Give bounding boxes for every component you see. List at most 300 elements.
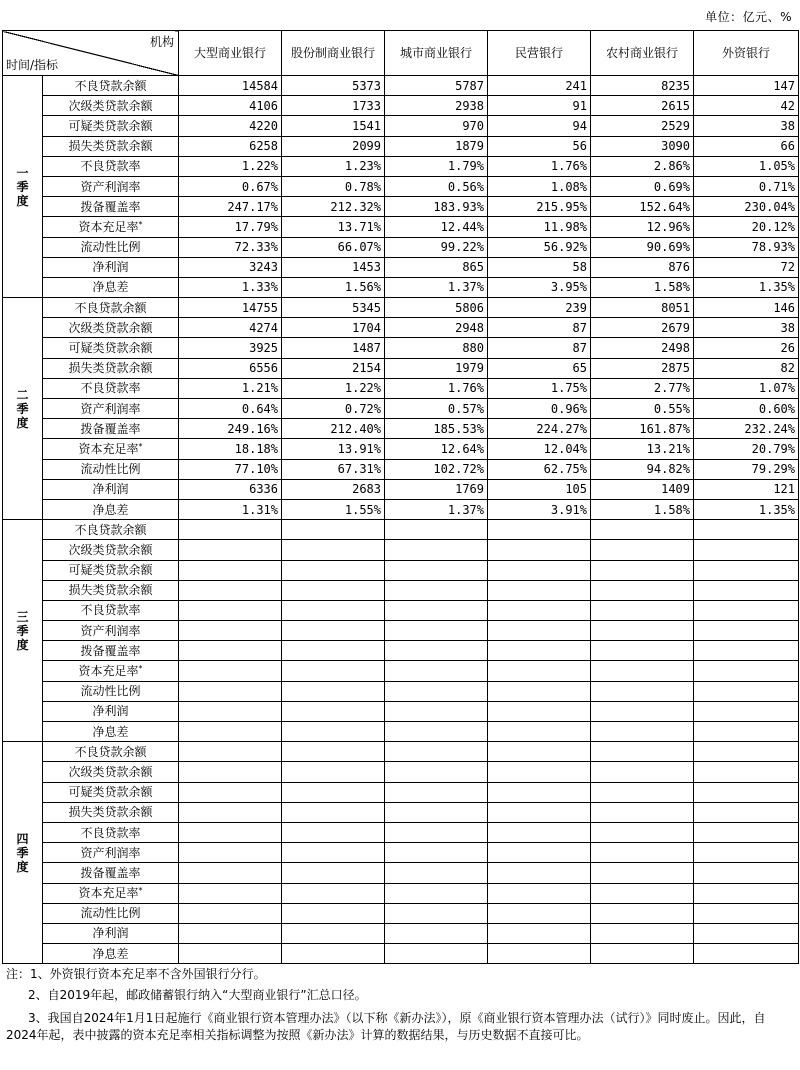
- data-cell: [694, 722, 799, 742]
- data-cell: [282, 540, 385, 560]
- column-header: 外资银行: [694, 31, 799, 76]
- table-row: [3, 399, 799, 419]
- data-cell: [385, 742, 488, 762]
- data-cell: [694, 641, 799, 661]
- indicator-label-text: 资本充足率: [78, 441, 139, 456]
- data-cell: 102.72%: [385, 459, 488, 479]
- indicator-label: [43, 782, 179, 802]
- indicator-label: [43, 338, 179, 358]
- data-cell: 66.07%: [282, 237, 385, 257]
- indicator-label-text: 净利润: [92, 704, 129, 719]
- data-cell: [591, 560, 694, 580]
- indicator-label: [43, 459, 179, 479]
- data-cell: 38: [694, 318, 799, 338]
- footnote-marker: *: [138, 664, 143, 674]
- data-cell: [488, 944, 591, 964]
- indicator-label-text: 损失类贷款余额: [68, 805, 153, 820]
- data-cell: [694, 923, 799, 943]
- data-cell: 1.56%: [282, 277, 385, 297]
- data-cell: [282, 580, 385, 600]
- data-cell: [385, 701, 488, 721]
- data-cell: 121: [694, 479, 799, 499]
- indicator-label: [43, 277, 179, 297]
- table-row: [3, 641, 799, 661]
- data-cell: [694, 580, 799, 600]
- data-cell: 12.44%: [385, 217, 488, 237]
- data-cell: [282, 681, 385, 701]
- data-cell: [385, 923, 488, 943]
- data-cell: 1.35%: [694, 277, 799, 297]
- indicator-label-text: 拨备覆盖率: [80, 199, 141, 214]
- footnote-marker: *: [138, 886, 143, 896]
- data-cell: [385, 722, 488, 742]
- data-cell: [591, 540, 694, 560]
- table-row: [3, 338, 799, 358]
- indicator-label: [43, 257, 179, 277]
- data-cell: [591, 621, 694, 641]
- indicator-label-text: 资本充足率: [78, 664, 139, 679]
- data-cell: [179, 580, 282, 600]
- indicator-label-text: 次级类贷款余额: [68, 98, 153, 113]
- data-cell: 3090: [591, 136, 694, 156]
- data-cell: 1733: [282, 96, 385, 116]
- data-cell: [179, 560, 282, 580]
- data-cell: 185.53%: [385, 419, 488, 439]
- data-cell: 2154: [282, 358, 385, 378]
- data-cell: 1487: [282, 338, 385, 358]
- data-cell: [488, 540, 591, 560]
- quarter-label-text: 三 季 度: [16, 609, 29, 652]
- data-cell: [179, 782, 282, 802]
- data-cell: 12.64%: [385, 439, 488, 459]
- indicator-label-text: 资产利润率: [80, 623, 141, 638]
- indicator-label: [43, 318, 179, 338]
- data-cell: [179, 540, 282, 560]
- data-cell: 6556: [179, 358, 282, 378]
- data-cell: 0.71%: [694, 176, 799, 196]
- data-cell: [179, 701, 282, 721]
- data-cell: 94: [488, 116, 591, 136]
- data-cell: [385, 600, 488, 620]
- data-cell: 1.22%: [179, 156, 282, 176]
- indicator-label-text: 资产利润率: [80, 401, 141, 416]
- data-cell: 4220: [179, 116, 282, 136]
- quarter-label: [3, 520, 43, 742]
- data-cell: [282, 863, 385, 883]
- data-cell: 239: [488, 298, 591, 318]
- table-row: [3, 580, 799, 600]
- data-cell: [179, 903, 282, 923]
- data-cell: [179, 923, 282, 943]
- data-cell: [282, 782, 385, 802]
- indicator-label-text: 净息差: [92, 280, 129, 295]
- data-cell: [282, 701, 385, 721]
- data-cell: [488, 782, 591, 802]
- data-cell: [179, 520, 282, 540]
- data-cell: [179, 944, 282, 964]
- data-cell: [385, 641, 488, 661]
- table-row: [3, 701, 799, 721]
- data-cell: 2529: [591, 116, 694, 136]
- data-cell: 56: [488, 136, 591, 156]
- table-row: [3, 600, 799, 620]
- indicator-label: [43, 358, 179, 378]
- data-cell: [488, 621, 591, 641]
- data-cell: 0.57%: [385, 399, 488, 419]
- data-cell: [591, 782, 694, 802]
- data-cell: [385, 762, 488, 782]
- data-cell: [385, 903, 488, 923]
- data-cell: 1.31%: [179, 499, 282, 519]
- indicator-label-text: 净利润: [92, 482, 129, 497]
- data-cell: 1.79%: [385, 156, 488, 176]
- data-cell: 1.76%: [385, 378, 488, 398]
- unit-label: 单位：亿元、%: [705, 10, 792, 24]
- data-cell: 876: [591, 257, 694, 277]
- data-cell: [694, 843, 799, 863]
- data-cell: [591, 742, 694, 762]
- table-row: [3, 923, 799, 943]
- indicator-label: [43, 621, 179, 641]
- data-cell: [591, 701, 694, 721]
- data-cell: 2938: [385, 96, 488, 116]
- data-cell: [282, 762, 385, 782]
- data-cell: [179, 883, 282, 903]
- data-cell: 1.05%: [694, 156, 799, 176]
- table-row: [3, 197, 799, 217]
- data-cell: 66: [694, 136, 799, 156]
- indicator-label: [43, 76, 179, 96]
- data-cell: 0.78%: [282, 176, 385, 196]
- table-row: [3, 560, 799, 580]
- data-cell: 1541: [282, 116, 385, 136]
- data-cell: [694, 600, 799, 620]
- data-cell: 1409: [591, 479, 694, 499]
- data-cell: 56.92%: [488, 237, 591, 257]
- column-header: 城市商业银行: [385, 31, 488, 76]
- data-cell: 72: [694, 257, 799, 277]
- data-cell: [488, 903, 591, 923]
- data-cell: 3.95%: [488, 277, 591, 297]
- data-cell: [179, 600, 282, 620]
- indicator-label: [43, 499, 179, 519]
- indicator-label: [43, 96, 179, 116]
- data-cell: [591, 843, 694, 863]
- data-cell: [179, 641, 282, 661]
- table-row: [3, 298, 799, 318]
- table-row: [3, 96, 799, 116]
- header-row: [3, 31, 799, 76]
- data-cell: 12.04%: [488, 439, 591, 459]
- data-cell: 1.07%: [694, 378, 799, 398]
- data-cell: 0.72%: [282, 399, 385, 419]
- indicator-label: [43, 116, 179, 136]
- data-cell: [282, 621, 385, 641]
- indicator-label-text: 不良贷款余额: [74, 300, 147, 315]
- table-row: [3, 742, 799, 762]
- data-cell: 2498: [591, 338, 694, 358]
- data-cell: [694, 802, 799, 822]
- data-cell: [488, 641, 591, 661]
- indicator-label-text: 净息差: [92, 946, 129, 961]
- data-cell: 1.55%: [282, 499, 385, 519]
- data-cell: 1769: [385, 479, 488, 499]
- indicator-label: [43, 883, 179, 903]
- table-row: [3, 883, 799, 903]
- data-cell: 6336: [179, 479, 282, 499]
- table-row: [3, 661, 799, 681]
- data-cell: [488, 822, 591, 842]
- note-3: 3、我国自2024年1月1日起施行《商业银行资本管理办法》（以下称《新办法》），原《商业银行资本管理办法（试行）》同时废止。因此，自2024年起，表中披露的资本充足率相关指标调整为按照《新办法》计算的数据结果，与历史数据不直接可比。: [6, 1011, 766, 1042]
- data-cell: [694, 701, 799, 721]
- data-cell: [385, 822, 488, 842]
- data-cell: [694, 681, 799, 701]
- data-cell: [385, 843, 488, 863]
- indicator-label: [43, 479, 179, 499]
- data-cell: 2679: [591, 318, 694, 338]
- indicator-label: [43, 701, 179, 721]
- indicator-label-text: 净息差: [92, 502, 129, 517]
- data-cell: 2683: [282, 479, 385, 499]
- data-cell: 147: [694, 76, 799, 96]
- data-cell: [488, 580, 591, 600]
- indicator-label-text: 次级类贷款余额: [68, 542, 153, 557]
- data-cell: 212.32%: [282, 197, 385, 217]
- table-row: [3, 843, 799, 863]
- data-cell: [591, 923, 694, 943]
- table-row: [3, 176, 799, 196]
- indicator-label-text: 资产利润率: [80, 845, 141, 860]
- indicator-label: [43, 540, 179, 560]
- data-cell: 1879: [385, 136, 488, 156]
- data-cell: [488, 923, 591, 943]
- data-cell: [282, 520, 385, 540]
- data-cell: 65: [488, 358, 591, 378]
- data-cell: 1.08%: [488, 176, 591, 196]
- data-cell: 90.69%: [591, 237, 694, 257]
- table-row: [3, 520, 799, 540]
- data-cell: [282, 883, 385, 903]
- data-cell: [694, 822, 799, 842]
- indicator-label: [43, 681, 179, 701]
- data-cell: 865: [385, 257, 488, 277]
- table-row: [3, 822, 799, 842]
- table-row: [3, 277, 799, 297]
- table-row: [3, 944, 799, 964]
- data-cell: 880: [385, 338, 488, 358]
- data-cell: [591, 641, 694, 661]
- indicator-label: [43, 136, 179, 156]
- indicator-label: [43, 419, 179, 439]
- data-cell: [179, 621, 282, 641]
- table-row: [3, 217, 799, 237]
- indicator-label: [43, 237, 179, 257]
- data-cell: 215.95%: [488, 197, 591, 217]
- data-cell: 3925: [179, 338, 282, 358]
- data-cell: [591, 722, 694, 742]
- table-row: [3, 116, 799, 136]
- indicator-label-text: 不良贷款余额: [74, 78, 147, 93]
- data-cell: 249.16%: [179, 419, 282, 439]
- indicator-label: [43, 600, 179, 620]
- data-cell: [282, 722, 385, 742]
- data-cell: 2948: [385, 318, 488, 338]
- data-cell: 1.35%: [694, 499, 799, 519]
- data-cell: [694, 903, 799, 923]
- data-cell: [282, 822, 385, 842]
- quarter-label: [3, 298, 43, 520]
- data-cell: [179, 843, 282, 863]
- data-cell: [488, 883, 591, 903]
- data-cell: 4274: [179, 318, 282, 338]
- data-cell: 8051: [591, 298, 694, 318]
- indicator-label-text: 流动性比例: [80, 684, 141, 699]
- table-row: [3, 136, 799, 156]
- indicator-label-text: 净利润: [92, 926, 129, 941]
- indicator-label-text: 不良贷款率: [80, 159, 141, 174]
- indicator-label-text: 净息差: [92, 724, 129, 739]
- table-row: [3, 378, 799, 398]
- data-cell: [694, 520, 799, 540]
- data-cell: [179, 822, 282, 842]
- column-header: 股份制商业银行: [282, 31, 385, 76]
- data-cell: [179, 762, 282, 782]
- data-cell: [591, 863, 694, 883]
- data-cell: 2.77%: [591, 378, 694, 398]
- data-cell: [385, 661, 488, 681]
- data-cell: 0.55%: [591, 399, 694, 419]
- data-cell: [385, 681, 488, 701]
- data-cell: [488, 722, 591, 742]
- table-row: [3, 439, 799, 459]
- data-cell: 224.27%: [488, 419, 591, 439]
- table-row: [3, 237, 799, 257]
- data-cell: 13.21%: [591, 439, 694, 459]
- data-cell: [694, 621, 799, 641]
- data-cell: [179, 742, 282, 762]
- corner-header-cell: [3, 31, 179, 76]
- data-cell: [385, 782, 488, 802]
- indicator-label-text: 净利润: [92, 260, 129, 275]
- data-cell: 6258: [179, 136, 282, 156]
- table-row: [3, 782, 799, 802]
- data-cell: 82: [694, 358, 799, 378]
- data-cell: [591, 944, 694, 964]
- quarter-label-text: 二 季 度: [16, 387, 29, 430]
- data-cell: 247.17%: [179, 197, 282, 217]
- data-cell: 0.56%: [385, 176, 488, 196]
- indicator-label: [43, 944, 179, 964]
- data-cell: 3243: [179, 257, 282, 277]
- data-cell: 105: [488, 479, 591, 499]
- data-cell: 161.87%: [591, 419, 694, 439]
- data-cell: [282, 661, 385, 681]
- data-cell: [282, 843, 385, 863]
- data-cell: [694, 863, 799, 883]
- data-cell: [591, 762, 694, 782]
- indicator-label-text: 不良贷款余额: [74, 744, 147, 759]
- footnotes: [6, 966, 794, 1044]
- data-cell: 58: [488, 257, 591, 277]
- data-cell: [488, 701, 591, 721]
- data-cell: 152.64%: [591, 197, 694, 217]
- data-cell: [694, 782, 799, 802]
- indicator-label-text: 不良贷款率: [80, 825, 141, 840]
- data-cell: [385, 540, 488, 560]
- data-cell: 1453: [282, 257, 385, 277]
- indicator-label-text: 次级类贷款余额: [68, 764, 153, 779]
- indicator-label: [43, 399, 179, 419]
- data-cell: 14584: [179, 76, 282, 96]
- data-cell: 1704: [282, 318, 385, 338]
- indicator-label-text: 损失类贷款余额: [68, 583, 153, 598]
- indicator-label-text: 流动性比例: [80, 462, 141, 477]
- indicator-label: [43, 217, 179, 237]
- table-row: [3, 540, 799, 560]
- indicator-label: [43, 439, 179, 459]
- data-cell: 1.58%: [591, 277, 694, 297]
- indicator-label: [43, 822, 179, 842]
- data-cell: 26: [694, 338, 799, 358]
- data-cell: [385, 560, 488, 580]
- data-cell: [488, 661, 591, 681]
- data-cell: 2099: [282, 136, 385, 156]
- data-cell: [591, 600, 694, 620]
- data-cell: 1.37%: [385, 499, 488, 519]
- data-cell: 4106: [179, 96, 282, 116]
- data-cell: [385, 580, 488, 600]
- quarter-label: [3, 742, 43, 964]
- indicator-label: [43, 802, 179, 822]
- table-row: [3, 419, 799, 439]
- data-cell: 1.21%: [179, 378, 282, 398]
- data-cell: 1.33%: [179, 277, 282, 297]
- data-cell: [488, 802, 591, 822]
- table-row: [3, 76, 799, 96]
- data-cell: 2.86%: [591, 156, 694, 176]
- data-cell: [385, 520, 488, 540]
- data-cell: 5806: [385, 298, 488, 318]
- table-row: [3, 318, 799, 338]
- indicator-label: [43, 863, 179, 883]
- data-cell: [694, 742, 799, 762]
- data-cell: [694, 540, 799, 560]
- indicator-label: [43, 641, 179, 661]
- data-cell: 183.93%: [385, 197, 488, 217]
- indicator-label: [43, 742, 179, 762]
- table-body: [3, 31, 799, 964]
- data-cell: 38: [694, 116, 799, 136]
- note-2: 2、自2019年起，邮政储蓄银行纳入“大型商业银行”汇总口径。: [28, 988, 367, 1002]
- data-cell: [591, 822, 694, 842]
- data-cell: [591, 580, 694, 600]
- footnote-marker: *: [138, 441, 143, 451]
- data-cell: 79.29%: [694, 459, 799, 479]
- data-cell: [694, 560, 799, 580]
- table-row: [3, 499, 799, 519]
- table-row: [3, 621, 799, 641]
- data-cell: 17.79%: [179, 217, 282, 237]
- data-cell: 5345: [282, 298, 385, 318]
- indicator-label-text: 流动性比例: [80, 240, 141, 255]
- data-cell: 970: [385, 116, 488, 136]
- data-cell: 8235: [591, 76, 694, 96]
- data-cell: 5787: [385, 76, 488, 96]
- data-cell: 1.58%: [591, 499, 694, 519]
- data-cell: 94.82%: [591, 459, 694, 479]
- data-cell: [179, 802, 282, 822]
- indicator-label-text: 不良贷款余额: [74, 522, 147, 537]
